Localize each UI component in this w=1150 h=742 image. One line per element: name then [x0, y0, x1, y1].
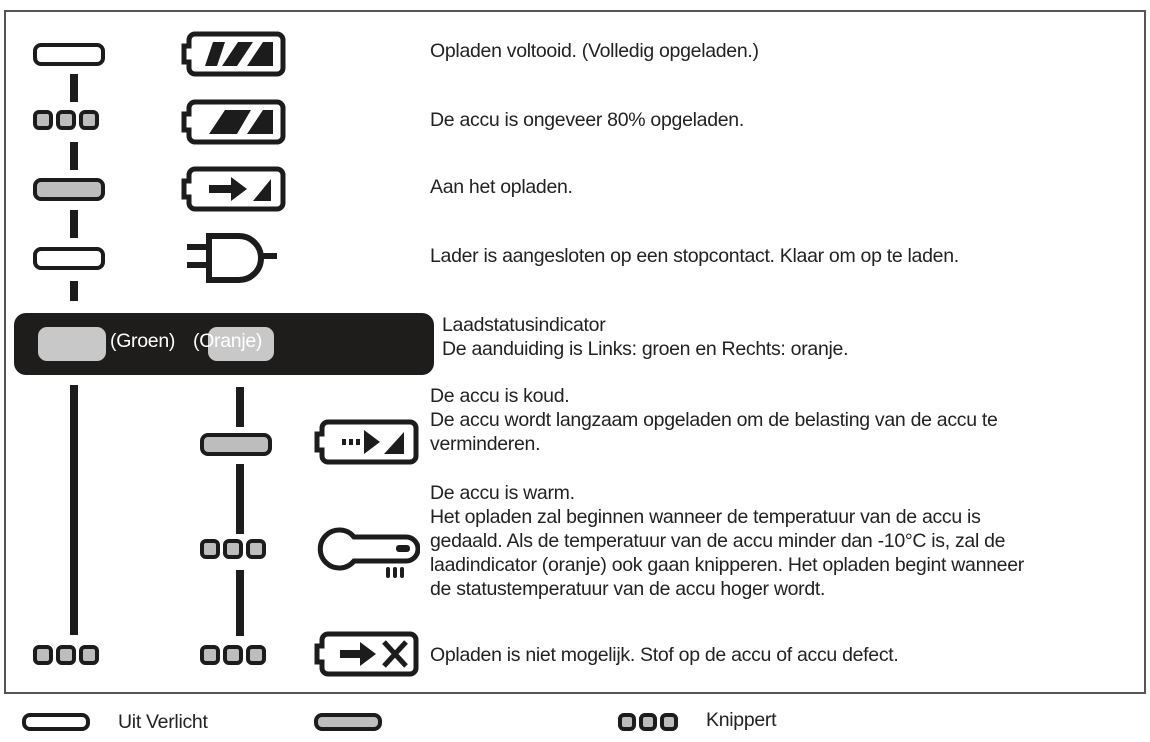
connector-line	[70, 210, 78, 238]
cold-line-1: De accu is koud.	[430, 385, 570, 407]
row-3-description: Aan het opladen.	[430, 176, 573, 198]
legend-blink-label: Knippert	[706, 709, 777, 731]
orange-led-connector	[236, 464, 244, 534]
cold-line-3: verminderen.	[430, 433, 541, 455]
thermometer-icon	[314, 523, 420, 585]
green-led-blinking-error	[33, 645, 99, 665]
row-1-description: Opladen voltooid. (Volledig opgeladen.)	[430, 40, 759, 62]
orange-led-lit-cold	[200, 433, 272, 456]
green-led-swatch	[38, 327, 106, 361]
legend-off-icon	[22, 713, 90, 731]
orange-label: (Oranje)	[193, 330, 263, 352]
connector-line	[70, 142, 78, 170]
plug-icon	[183, 232, 287, 284]
row-2-description: De accu is ongeveer 80% opgeladen.	[430, 109, 744, 131]
row-4-description: Lader is aangesloten op een stopcontact. Klaar om op te laden.	[430, 245, 959, 267]
indicator-title: Laadstatusindicator	[442, 314, 606, 336]
warm-line-2: Het opladen zal beginnen wanneer de temperatuur van de accu is	[430, 506, 981, 528]
warm-line-3: gedaald. Als de temperatuur van de accu minder dan -10°C is, zal de	[430, 530, 1006, 552]
legend-lit-icon	[314, 713, 382, 731]
led-off-row1	[33, 43, 105, 66]
orange-led-connector	[236, 387, 244, 427]
orange-led-connector	[236, 570, 244, 636]
indicator-description: De aanduiding is Links: groen en Rechts: oranje.	[442, 338, 849, 360]
warm-line-1: De accu is warm.	[430, 482, 575, 504]
led-off-row4	[33, 247, 105, 270]
battery-charging-icon	[181, 163, 287, 215]
legend-blink-icon	[618, 713, 678, 731]
legend-off-label: Uit Verlicht	[118, 711, 208, 733]
connector-line	[70, 74, 78, 102]
warm-line-5: de statustemperatuur van de accu hoger wordt.	[430, 578, 826, 600]
battery-slow-charging-icon	[314, 416, 420, 468]
orange-led-blinking-warm	[200, 539, 266, 559]
orange-led-blinking-error	[200, 645, 266, 665]
connector-line	[70, 281, 78, 301]
cold-line-2: De accu wordt langzaam opgeladen om de belasting van de accu te	[430, 409, 998, 431]
battery-error-icon	[314, 628, 420, 680]
charge-status-indicator-banner	[14, 313, 434, 375]
battery-full-icon	[181, 28, 287, 80]
led-lit-row3	[33, 178, 105, 201]
green-led-connector	[70, 385, 78, 635]
led-blinking-row2	[33, 110, 99, 130]
warm-line-4: laadindicator (oranje) ook gaan knipperen. Het opladen begint wanneer	[430, 554, 1024, 576]
green-label: (Groen)	[110, 330, 176, 352]
battery-80-icon	[181, 96, 287, 148]
error-line-1: Opladen is niet mogelijk. Stof op de accu of accu defect.	[430, 644, 899, 666]
